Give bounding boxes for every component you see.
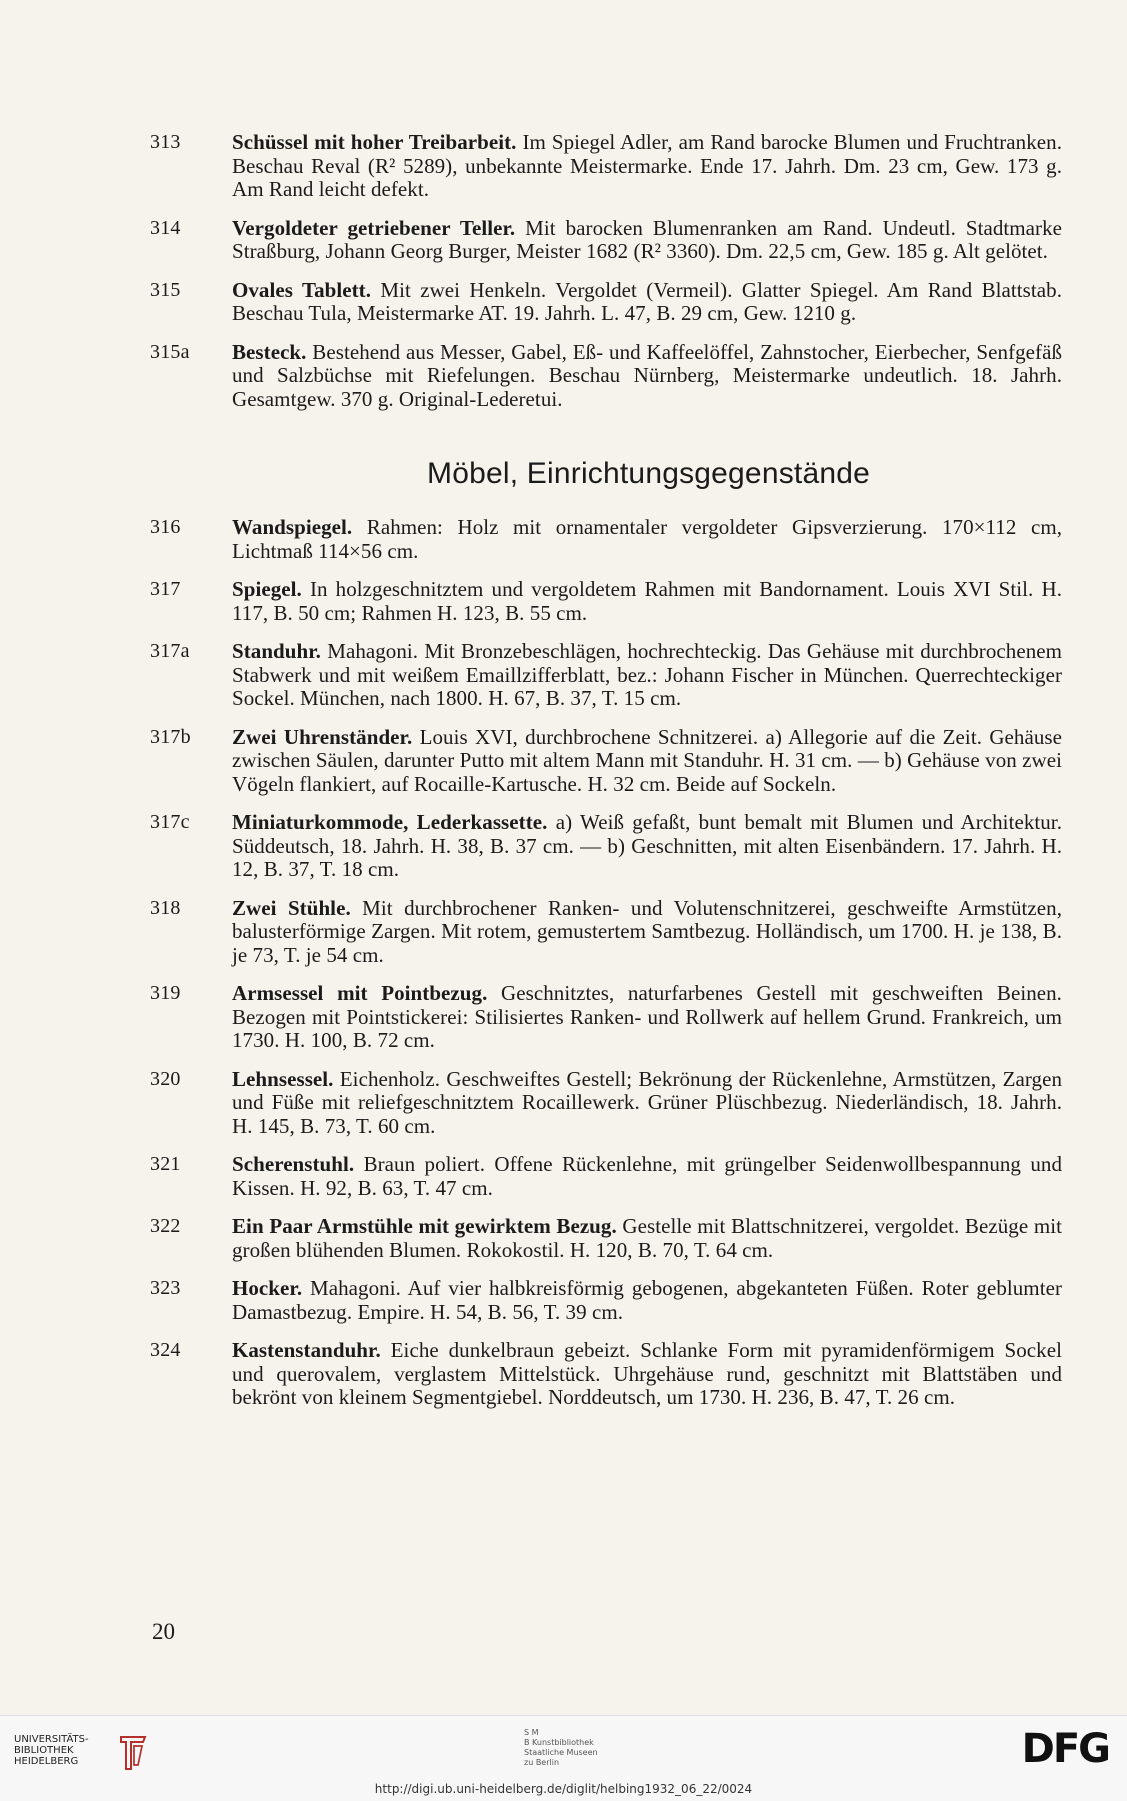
entry-description bbox=[232, 516, 1062, 563]
entry-body: Mit durchbrochener Ranken- und Volutenschnitzerei, geschweifte Armstützen, balusterförmige Zargen. Mit rotem, gemustertem Samtbezug. Holländisch, um 1700. H. je 138, B. je 73, T. je 54 cm. bbox=[232, 895, 1062, 967]
entries-top bbox=[150, 131, 1062, 411]
digitization-footer bbox=[0, 1715, 1127, 1801]
catalog-entry bbox=[150, 1339, 1062, 1410]
entries-bottom bbox=[150, 516, 1062, 1410]
dfg-logo: DFG bbox=[1021, 1726, 1109, 1772]
catalog-entry bbox=[150, 217, 1062, 264]
entry-body: Mit barocken Blumenranken am Rand. Undeutl. Stadtmarke Straßburg, Johann Georg Burger, Meister 1682 (R² 3360). Dm. 22,5 cm, Gew. 185 g. Alt gelötet. bbox=[232, 215, 1062, 263]
entry-body: In holzgeschnitztem und vergoldetem Rahmen mit Bandornament. Louis XVI Stil. H. 117, B. 50 cm; Rahmen H. 123, B. 55 cm. bbox=[232, 577, 1062, 625]
entry-title: Scherenstuhl. bbox=[232, 1152, 355, 1176]
entry-description bbox=[232, 1277, 1062, 1324]
entry-title: Zwei Uhrenständer. bbox=[232, 724, 413, 749]
entry-body: Eichenholz. Geschweiftes Gestell; Bekrönung der Rückenlehne, Armstützen, Zargen und Füße mit reliefgeschnitztem Rocaillewerk. Grüner Plüschbezug. Niederländisch, 18. Jahrh. H. 145, B. 73, T. 60 cm. bbox=[232, 1066, 1062, 1138]
entry-body: Mahagoni. Auf vier halbkreisförmig gebogenen, abgekanteten Füßen. Roter geblumter Damastbezug. Empire. H. 54, B. 56, T. 39 cm. bbox=[232, 1276, 1062, 1324]
entry-title: Besteck. bbox=[232, 339, 307, 364]
entry-body: Braun poliert. Offene Rückenlehne, mit grüngelber Seidenwollbespannung und Kissen. H. 92, B. 63, T. 47 cm. bbox=[232, 1152, 1062, 1200]
entry-body: Im Spiegel Adler, am Rand barocke Blumen und Fruchtranken. Beschau Reval (R² 5289), unbekannte Meistermarke. Ende 17. Jahrh. Dm. 23 cm, Gew. 173 g. Am Rand leicht defekt. bbox=[232, 130, 1062, 201]
library-line: zu Berlin bbox=[524, 1758, 560, 1767]
entry-number: 316 bbox=[150, 516, 181, 538]
entry-description bbox=[232, 982, 1062, 1053]
entry-body: Rahmen: Holz mit ornamentaler vergoldeter Gipsverzierung. 170×112 cm, Lichtmaß 114×56 cm. bbox=[232, 515, 1062, 563]
catalog-entry bbox=[150, 578, 1062, 625]
catalog-entry bbox=[150, 131, 1062, 202]
entry-number: 319 bbox=[150, 982, 181, 1004]
entry-title: Spiegel. bbox=[232, 577, 302, 601]
catalog-entry bbox=[150, 1277, 1062, 1324]
entry-description bbox=[232, 1068, 1062, 1139]
catalog-entry bbox=[150, 1153, 1062, 1200]
entry-description bbox=[232, 217, 1062, 264]
entry-description bbox=[232, 279, 1062, 326]
entry-description bbox=[232, 131, 1062, 202]
entry-number: 314 bbox=[150, 216, 181, 239]
library-line: B Kunstbibliothek bbox=[524, 1738, 594, 1747]
entry-body: a) Weiß gefaßt, bunt bemalt mit Blumen und Architektur. Süddeutsch, 18. Jahrh. H. 38, B. 37 cm. — b) Geschnitten, mit alten Eisenbändern. 17. Jahrh. H. 12, B. 37, T. 18 cm. bbox=[232, 810, 1062, 881]
entry-body: Gestelle mit Blattschnitzerei, vergoldet. Bezüge mit großen blühenden Blumen. Rokokostil. H. 120, B. 70, T. 64 cm. bbox=[232, 1214, 1062, 1262]
entry-title: Ein Paar Armstühle mit gewirktem Bezug. bbox=[232, 1214, 617, 1238]
entry-description bbox=[232, 811, 1062, 882]
entry-number: 317c bbox=[150, 811, 190, 833]
entry-body: Geschnitztes, naturfarbenes Gestell mit geschweiften Beinen. Bezogen mit Pointstickerei: Stilisiertes Ranken- und Rollwerk auf hellem Grund. Frankreich, um 1730. H. 100, B. 72 cm. bbox=[232, 981, 1062, 1052]
entry-title: Miniaturkommode, Lederkassette. bbox=[232, 810, 548, 834]
entry-title: Vergoldeter getriebener Teller. bbox=[232, 215, 516, 240]
entry-body: Mahagoni. Mit Bronzebeschlägen, hochrechteckig. Das Gehäuse mit durchbrochenem Stabwerk und mit weißem Emaillzifferblatt, bez.: Johann Fischer in München. Querrechteckiger Sockel. München, nach 1800. H. 67, B. 37, T. 15 cm. bbox=[232, 639, 1062, 710]
catalog-entry bbox=[150, 1215, 1062, 1262]
catalog-entry bbox=[150, 982, 1062, 1053]
entry-title: Schüssel mit hoher Treibarbeit. bbox=[232, 130, 517, 154]
catalog-entry bbox=[150, 1068, 1062, 1139]
entry-description bbox=[232, 640, 1062, 711]
entry-description bbox=[232, 726, 1062, 797]
entry-description bbox=[232, 1215, 1062, 1262]
entry-number: 313 bbox=[150, 131, 181, 153]
entry-number: 322 bbox=[150, 1215, 181, 1237]
entry-number: 317b bbox=[150, 725, 191, 748]
section-heading: Möbel, Einrichtungsgegenstände bbox=[427, 457, 870, 490]
catalog-content bbox=[150, 131, 1062, 1425]
entry-title: Kastenstanduhr. bbox=[232, 1338, 381, 1362]
catalog-entry bbox=[150, 811, 1062, 882]
page-number: 20 bbox=[152, 1619, 175, 1644]
entry-body: Louis XVI, durchbrochene Schnitzerei. a) Allegorie auf die Zeit. Gehäuse zwischen Säulen, darunter Putto mit altem Mann mit Standuhr. H. 31 cm. — b) Gehäuse von zwei Vögeln flankiert, auf Rocaille-Kartusche. H. 32 cm. Beide auf Sockeln. bbox=[232, 724, 1062, 796]
entry-title: Lehnsessel. bbox=[232, 1066, 334, 1091]
library-seal-icon bbox=[118, 1734, 148, 1772]
kunstbibliothek-mark bbox=[524, 1728, 598, 1768]
entry-body: Eiche dunkelbraun gebeizt. Schlanke Form mit pyramidenförmigem Sockel und querovalem, verglastem Mittelstück. Uhrgehäuse rund, geschnitzt mit Blattstäben und bekrönt von kleinem Segmentgiebel. Norddeutsch, um 1730. H. 236, B. 47, T. 26 cm. bbox=[232, 1338, 1062, 1409]
university-line: HEIDELBERG bbox=[14, 1756, 79, 1767]
entry-title: Zwei Stühle. bbox=[232, 895, 351, 920]
library-line: Staatliche Museen bbox=[524, 1748, 598, 1757]
entry-title: Hocker. bbox=[232, 1276, 303, 1300]
catalog-entry bbox=[150, 516, 1062, 563]
entry-description bbox=[232, 1339, 1062, 1410]
entry-number: 324 bbox=[150, 1339, 181, 1361]
entry-title: Ovales Tablett. bbox=[232, 277, 371, 302]
university-library-logo bbox=[14, 1726, 132, 1771]
library-line: S M bbox=[524, 1728, 539, 1737]
entry-title: Armsessel mit Pointbezug. bbox=[232, 981, 488, 1005]
entry-description bbox=[232, 578, 1062, 625]
entry-title: Wandspiegel. bbox=[232, 515, 353, 539]
entry-body: Bestehend aus Messer, Gabel, Eß- und Kaffeelöffel, Zahnstocher, Eierbecher, Senfgefäß und Salzbüchse mit Riefelungen. Beschau Nürnberg, Meistermarke undeutlich. 18. Jahrh. Gesamtgew. 370 g. Original-Lederetui. bbox=[232, 339, 1062, 411]
entry-number: 321 bbox=[150, 1153, 181, 1175]
university-line: UNIVERSITÄTS- bbox=[14, 1734, 89, 1745]
entry-description bbox=[232, 1153, 1062, 1200]
source-url[interactable]: http://digi.ub.uni-heidelberg.de/diglit/helbing1932_06_22/0024 bbox=[374, 1782, 753, 1796]
entry-number: 315a bbox=[150, 340, 190, 363]
entry-body: Mit zwei Henkeln. Vergoldet (Vermeil). Glatter Spiegel. Am Rand Blattstab. Beschau Tula, Meistermarke AT. 19. Jahrh. L. 47, B. 29 cm, Gew. 1210 g. bbox=[232, 277, 1062, 325]
catalog-entry bbox=[150, 897, 1062, 968]
entry-number: 315 bbox=[150, 278, 181, 301]
catalog-entry bbox=[150, 726, 1062, 797]
catalog-entry bbox=[150, 341, 1062, 412]
entry-number: 317a bbox=[150, 640, 190, 662]
entry-description bbox=[232, 341, 1062, 412]
entry-number: 318 bbox=[150, 896, 181, 919]
entry-number: 317 bbox=[150, 578, 181, 600]
entry-number: 320 bbox=[150, 1067, 181, 1090]
entry-description bbox=[232, 897, 1062, 968]
university-line: BIBLIOTHEK bbox=[14, 1745, 74, 1756]
catalog-entry bbox=[150, 640, 1062, 711]
entry-number: 323 bbox=[150, 1277, 181, 1299]
entry-title: Standuhr. bbox=[232, 639, 321, 663]
catalog-entry bbox=[150, 279, 1062, 326]
